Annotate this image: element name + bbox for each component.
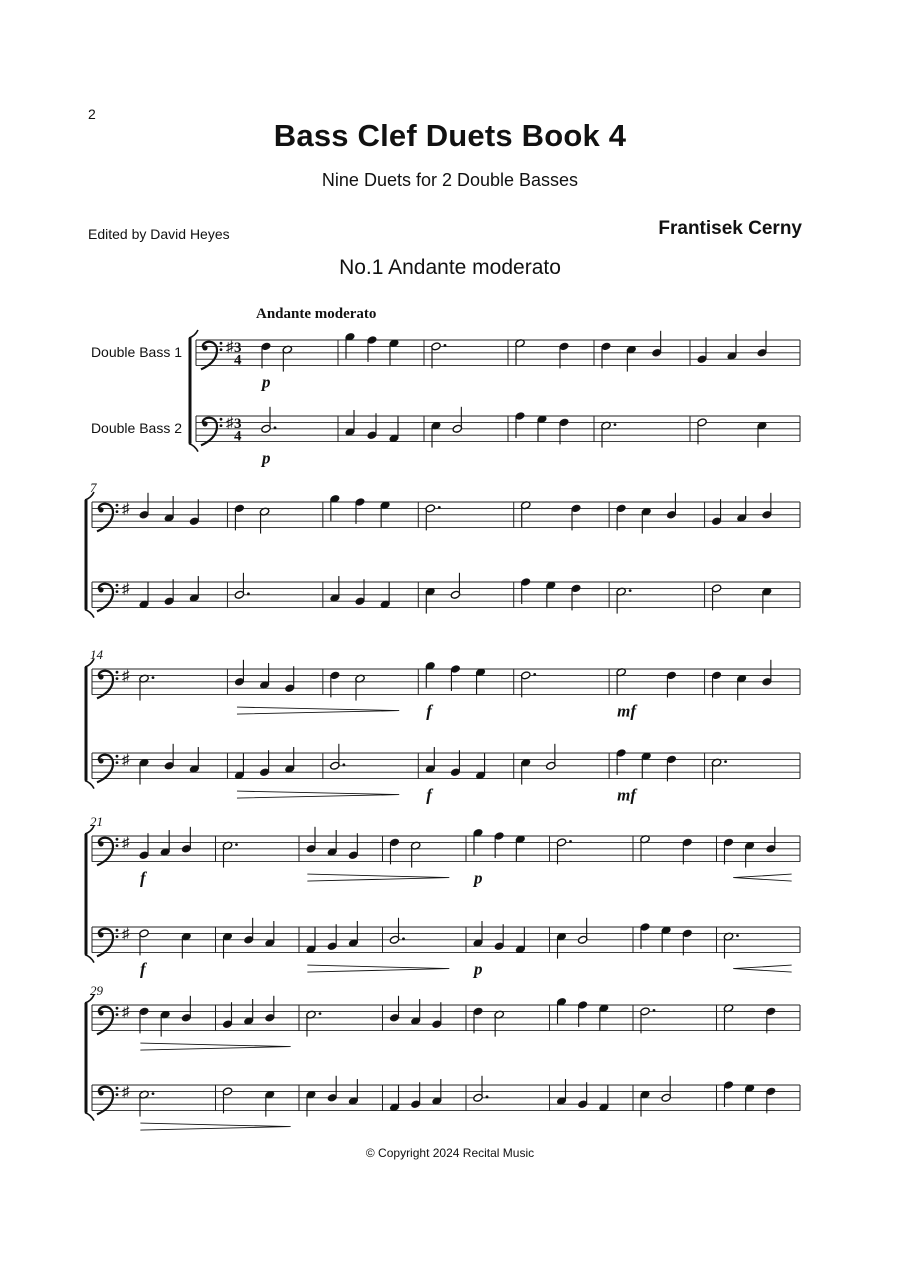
system-5-staff-1-bass-clef-dot (116, 1013, 119, 1016)
system-1-staff-2-bass-clef-dot (220, 424, 223, 427)
dynamic-mark: mf (617, 785, 637, 805)
system-1-bracket-hook (189, 330, 198, 338)
system-3-staff-1-bass-clef-dot (116, 671, 119, 674)
system-5-staff-2-note-dot (486, 1095, 489, 1098)
system-5-staff-1-key-sharp-icon: ♯ (122, 1004, 130, 1021)
system-3-staff-2-key-sharp-icon: ♯ (122, 752, 130, 769)
system-2-staff-2-note-dot (629, 589, 632, 592)
system-2-staff-2-bass-clef-dot (116, 584, 119, 587)
crescendo-hairpin (733, 965, 791, 972)
system-3-bracket-hook (85, 781, 94, 789)
dynamic-mark: p (262, 448, 271, 468)
system-5-staff-2-bass-clef-dot (116, 1093, 119, 1096)
system-3-staff-2-bass-clef-dot (116, 755, 119, 758)
dynamic-mark: p (262, 372, 271, 392)
system-5-staff-2-bass-clef-icon (98, 1090, 103, 1095)
dynamic-mark: mf (617, 701, 637, 721)
system-4-staff-1-bass-clef-dot (116, 838, 119, 841)
copyright-notice: © Copyright 2024 Recital Music (365, 1146, 535, 1160)
system-2-staff-1-bass-clef-dot (116, 504, 119, 507)
decrescendo-hairpin (237, 707, 399, 714)
system-4-staff-1-bass-clef-dot (116, 844, 119, 847)
system-1-staff-1-bass-clef-icon (202, 345, 207, 350)
system-5-staff-1-note-dot (319, 1012, 322, 1015)
measure-number: 29 (90, 983, 103, 998)
system-3-staff-2-bass-clef-icon (98, 758, 103, 763)
system-1-staff-2-time-bottom: 4 (234, 428, 242, 445)
system-4-staff-2-key-sharp-icon: ♯ (122, 926, 130, 943)
piece-title: No.1 Andante moderato (339, 256, 561, 279)
decrescendo-hairpin (307, 874, 449, 881)
system-1-staff-2-bass-clef-icon (202, 421, 207, 426)
system-2-staff-2-bass-clef-dot (116, 590, 119, 593)
system-3-staff-1-note-dot (533, 673, 536, 676)
decrescendo-hairpin (237, 791, 399, 798)
dynamic-mark: f (140, 959, 146, 979)
instrument-label-double-bass-1: Double Bass 1 (90, 344, 182, 360)
system-5-bracket-hook (85, 1113, 94, 1121)
measure-number: 7 (90, 480, 97, 495)
system-3-staff-2-bass-clef-dot (116, 761, 119, 764)
editor-credit: Edited by David Heyes (88, 226, 230, 242)
system-1-staff-1-bass-clef-dot (220, 342, 223, 345)
system-3-staff-2-note-dot (724, 760, 727, 763)
book-title: Bass Clef Duets Book 4 (273, 118, 627, 153)
decrescendo-hairpin (307, 965, 449, 972)
system-2-staff-1-bass-clef-icon (98, 507, 103, 512)
system-5-staff-2-note-dot (152, 1092, 155, 1095)
system-1-staff-1-time-top: 3 (234, 339, 242, 356)
dynamic-mark: p (474, 959, 483, 979)
system-3-staff-2-note-dot (342, 763, 345, 766)
page-number: 2 (88, 106, 96, 122)
system-1-staff-2-key-sharp-icon: ♯ (226, 415, 234, 432)
system-4-staff-2-bass-clef-dot (116, 929, 119, 932)
system-2-staff-2-key-sharp-icon: ♯ (122, 581, 130, 598)
crescendo-hairpin (733, 874, 791, 881)
tempo-marking: Andante moderato (256, 306, 377, 322)
system-5-staff-2-key-sharp-icon: ♯ (122, 1084, 130, 1101)
composer-name: Frantisek Cerny (658, 218, 802, 239)
system-1-staff-1-bass-clef-dot (220, 348, 223, 351)
system-1-staff-2-bass-clef-dot (220, 418, 223, 421)
system-1-bracket-hook (189, 444, 198, 452)
system-1-staff-1-note-dot (444, 344, 447, 347)
system-4-bracket-hook (85, 955, 94, 963)
book-subtitle: Nine Duets for 2 Double Basses (321, 170, 579, 190)
instrument-label-double-bass-2: Double Bass 2 (90, 420, 182, 436)
system-5-staff-2-bass-clef-dot (116, 1087, 119, 1090)
system-1-staff-2-note-dot (614, 423, 617, 426)
system-4-staff-1-key-sharp-icon: ♯ (122, 835, 130, 852)
system-3-staff-1-bass-clef-dot (116, 677, 119, 680)
system-2-bracket-hook (85, 610, 94, 618)
system-1-staff-2-time-top: 3 (234, 415, 242, 432)
system-3-staff-1-key-sharp-icon: ♯ (122, 668, 130, 685)
system-4-staff-1-note-dot (235, 843, 238, 846)
dynamic-mark: f (426, 701, 432, 721)
system-2-staff-1-bass-clef-dot (116, 510, 119, 513)
measure-number: 21 (90, 814, 103, 829)
system-4-staff-1-note-dot (569, 840, 572, 843)
system-4-staff-2-note-dot (402, 937, 405, 940)
system-4-staff-1-bass-clef-icon (98, 841, 103, 846)
system-5-staff-1-bass-clef-dot (116, 1007, 119, 1010)
decrescendo-hairpin (140, 1043, 290, 1050)
system-3-staff-1-bass-clef-icon (98, 674, 103, 679)
system-4-staff-2-bass-clef-dot (116, 935, 119, 938)
system-1-staff-1-key-sharp-icon: ♯ (226, 339, 234, 356)
decrescendo-hairpin (140, 1123, 290, 1130)
measure-number: 14 (90, 647, 103, 662)
system-2-staff-2-note-dot (247, 592, 250, 595)
system-2-staff-1-note-dot (438, 506, 441, 509)
system-2-staff-1-key-sharp-icon: ♯ (122, 501, 130, 518)
system-4-staff-2-bass-clef-icon (98, 932, 103, 937)
system-3-staff-1-note-dot (152, 676, 155, 679)
system-5-staff-1-note-dot (653, 1009, 656, 1012)
system-4-staff-2-note-dot (736, 934, 739, 937)
system-1-staff-1-time-bottom: 4 (234, 352, 242, 369)
system-5-staff-1-bass-clef-icon (98, 1010, 103, 1015)
dynamic-mark: p (474, 868, 483, 888)
dynamic-mark: f (140, 868, 146, 888)
dynamic-mark: f (426, 785, 432, 805)
system-2-staff-2-bass-clef-icon (98, 587, 103, 592)
system-1-staff-2-note-dot (274, 426, 277, 429)
